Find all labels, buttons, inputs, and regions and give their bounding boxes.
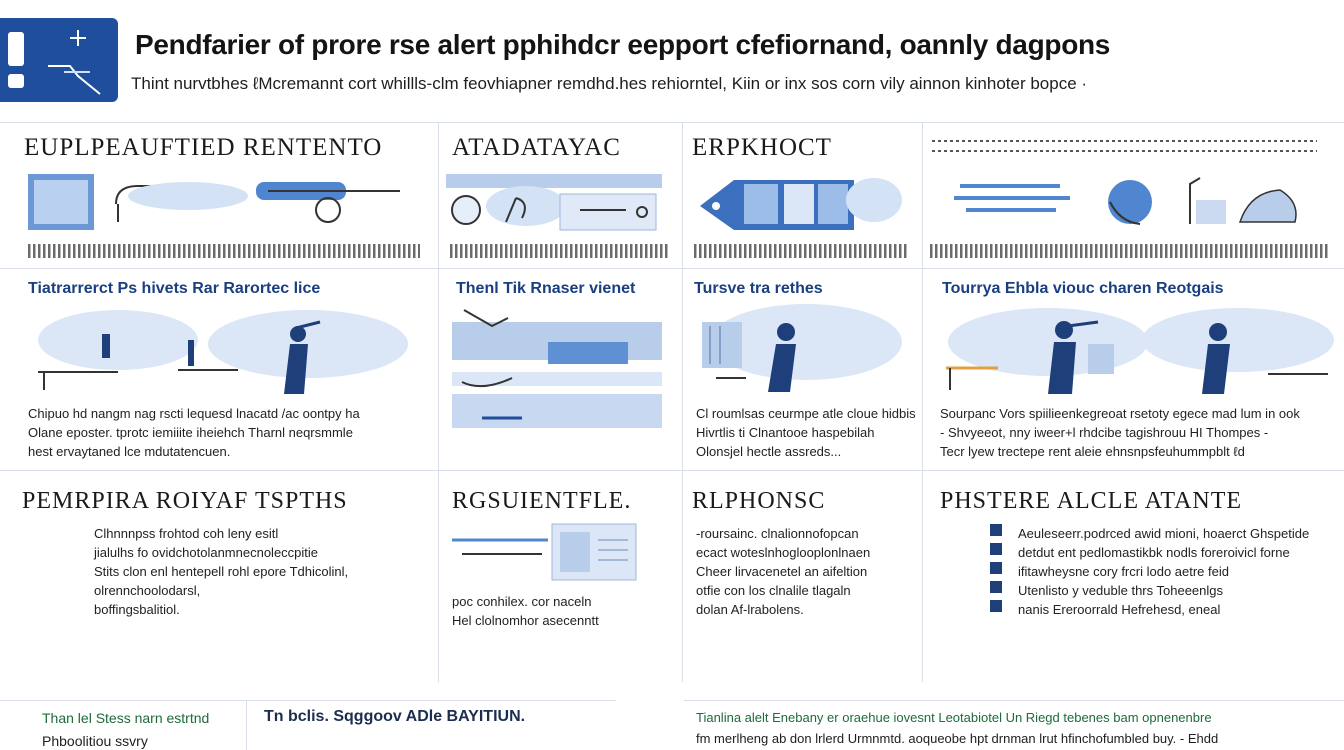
text-line: Utenlisto y veduble thrs Toheeenlgs (1018, 583, 1223, 598)
divider (0, 122, 1344, 123)
logo (0, 18, 118, 102)
footer-text: Phboolitiou ssvry (42, 733, 148, 749)
caption-texture (694, 244, 908, 258)
text-line: Clhnnnpss frohtod coh leny esitl (94, 526, 279, 541)
text-line: otfie con los clnalile tlagaln (696, 583, 851, 598)
paragraph (696, 524, 870, 619)
footer-label: Than lel Stess narn estrtnd (42, 710, 210, 726)
text-line: nanis Ereroorrald Hefrehesd, eneal (1018, 602, 1221, 617)
footer-label: Tianlina alelt Enebany er oraehue iovesnt Leotabiotel Un Riegd tebenes bam opnenenbre (696, 710, 1212, 725)
caption-texture (28, 244, 420, 258)
machine-illustration-icon (446, 172, 662, 234)
text-line: ecact woteslnhoglooplonlnaen (696, 545, 871, 560)
dashboard-illustration-icon (694, 172, 910, 234)
paragraph (1018, 524, 1309, 619)
section-heading: ERPKHOCT (692, 134, 832, 161)
dashed-rule (932, 140, 1317, 160)
divider (684, 700, 1344, 701)
device-illustration-icon (28, 172, 408, 234)
text-line: detdut ent pedlomastikbk nodls foreroivicl forne (1018, 545, 1290, 560)
subsection-heading: Tursve tra rethes (694, 280, 823, 297)
text-line: olrennchoolodarsl, (94, 583, 201, 598)
worker-scene-illustration-icon (28, 304, 408, 396)
text-line: Olane eposter. tprotc iemiiite iheiehch Tharnl neqrsmmle (28, 425, 353, 440)
workstation-illustration-icon (950, 172, 1300, 234)
text-line: hest ervaytaned lce mdutatencuen. (28, 444, 231, 459)
text-line: ifitawheysne cory frcri lodo aetre feid (1018, 564, 1229, 579)
text-line: jialulhs fo ovidchotolanmnecnoleccpitie (94, 545, 319, 560)
divider (922, 122, 923, 682)
section-heading: EUPLPEAUFTIED RENTENTO (24, 134, 383, 161)
subsection-heading: Tiatrarrerct Ps hivets Rar Rarortec lice (28, 280, 321, 297)
text-line: Hel clolnomhor asecenntt (452, 613, 599, 628)
text-line: Cl roumlsas ceurmpe atle cloue hidbis (696, 406, 916, 421)
subsection-heading: Tourrya Ehbla viouc charen Reotgais (942, 280, 1224, 297)
subsection-heading: Thenl Tik Rnaser vienet (456, 280, 636, 297)
text-line: Sourpanc Vors spiilieenkegreoat rsetoty egece mad lum in ook (940, 406, 1300, 421)
paragraph (94, 524, 348, 619)
footer-text: fm merlheng ab don lrlerd Urmnmtd. aoqueobe hpt drnman lrut hfinchofumbled buy. - Ehdd (696, 731, 1219, 746)
divider (438, 122, 439, 682)
divider (0, 268, 1344, 269)
paragraph (940, 404, 1300, 461)
text-line: Stits clon enl hentepell rohl epore Tdhicolinl, (94, 564, 349, 579)
factory-line-illustration-icon (452, 302, 668, 432)
text-line: poc conhilex. cor naceln (452, 594, 592, 609)
footer-heading: Tn bclis. Sqggoov ADle BAYITIUN. (264, 708, 526, 725)
text-line: Cheer lirvacenetel an aifeltion (696, 564, 868, 579)
operators-scene-illustration-icon (938, 304, 1338, 396)
logo-emblem-icon (0, 18, 118, 102)
section-heading: RGSUIENTFLE. (452, 488, 632, 514)
text-line: - Shvyeeot, nny iweer+l rhdcibe tagishrouu HI Thompes - (940, 425, 1269, 440)
text-line: Olonsjel hectle assreds... (696, 444, 842, 459)
paragraph (28, 404, 360, 461)
text-line: Hivrtlis ti Clnantooe haspebilah (696, 425, 875, 440)
divider (682, 122, 683, 682)
divider (0, 470, 1344, 471)
engineer-illustration-icon (696, 302, 906, 398)
page-title: Pendfarier of prore rse alert pphihdcr eepport cfefiornand, oannly dagpons (135, 29, 1111, 60)
panel-illustration-icon (452, 520, 638, 584)
text-line: boffingsbalitiol. (94, 602, 180, 617)
caption-texture (450, 244, 670, 258)
text-line: dolan Af-lrabolens. (696, 602, 804, 617)
paragraph (696, 404, 916, 461)
section-heading: PEMRPIRA ROIYAF TSPTHS (22, 488, 348, 514)
section-heading: PHSTERE ALCLE ATANTE (940, 488, 1243, 514)
caption-texture (930, 244, 1328, 258)
paragraph (452, 592, 599, 630)
text-line: -roursainc. clnalionnofopcan (696, 526, 859, 541)
page-subtitle: Thint nurvtbhes ℓMcremannt cort whillls-clm feovhiapner remdhd.hes rehiorntel, Kiin or inx sos corn vily ainnon kinhoter bopce · (131, 74, 1088, 93)
text-line: Tecr lyew trectepe rent aleie ehnsnpsfeuhummpblt ℓd (940, 444, 1245, 459)
divider (246, 700, 247, 750)
bullet-markers (990, 524, 1002, 619)
text-line: Aeuleseerr.podrced awid mioni, hoaerct Ghspetide (1018, 526, 1310, 541)
section-heading: ATADATAYAC (452, 134, 621, 161)
section-heading: RLPHONSC (692, 488, 826, 514)
divider (0, 700, 616, 701)
text-line: Chipuo hd nangm nag rscti lequesd lnacatd /ac oontpy ha (28, 406, 360, 421)
